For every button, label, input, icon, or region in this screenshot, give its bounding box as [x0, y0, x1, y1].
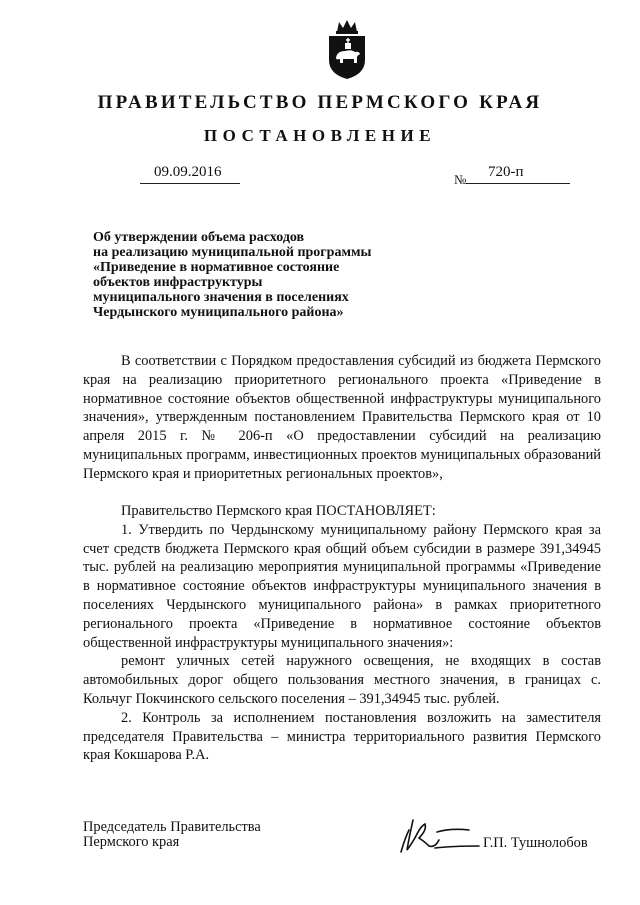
subject-line: «Приведение в нормативное состояние [93, 260, 340, 275]
signatory-name: Г.П. Тушнолобов [483, 835, 588, 851]
date-underline [140, 183, 240, 184]
item-1-detail-paragraph: ремонт уличных сетей наружного освещения, не входящих в состав автомобильных дорог общего пользования местного значения, в границах с. Кольчуг Покчинского сельского поселения – 391,34945 тыс. рублей. [83, 653, 601, 707]
signatory-title-line: Председатель Правительства [83, 819, 261, 835]
resolves-paragraph: Правительство Пермского края ПОСТАНОВЛЯЕТ: [121, 503, 436, 519]
item-2-paragraph: 2. Контроль за исполнением постановления возложить на заместителя председателя Правительства – министра территориального развития Пермского края Кокшарова Р.А. [83, 709, 601, 764]
signatory-title [83, 820, 261, 850]
document-type: ПОСТАНОВЛЕНИЕ [203, 126, 437, 145]
resolution-body [83, 502, 601, 765]
subject-line: на реализацию муниципальной программы [93, 245, 372, 260]
subject-line: объектов инфраструктуры [93, 275, 263, 290]
document-number: 720-п [488, 164, 524, 180]
signatory-title-line: Пермского края [83, 834, 180, 850]
handwritten-signature [395, 812, 485, 860]
government-title: ПРАВИТЕЛЬСТВО ПЕРМСКОГО КРАЯ [97, 92, 543, 113]
subject-line: Чердынского муниципального района» [93, 305, 344, 320]
preamble-paragraph: В соответствии с Порядком предоставления субсидий из бюджета Пермского края на реализацию приоритетного регионального проекта «Приведение в нормативное состояние объектов общественной инфраструктуры муниципального значения», утвержденным постановлением Правительства Пермского края от 10 апреля 2015 г. № 206-п «О предоставлении субсидий на реализацию муниципальных программ, инвестиционных проектов муниципальных образований Пермского края и приоритетных региональных проектов», [83, 353, 601, 482]
subject-line: муниципального значения в поселениях [93, 290, 349, 305]
document-subject [93, 230, 423, 320]
item-1-paragraph: 1. Утвердить по Чердынскому муниципальному району Пермского края за счет средств бюджета Пермского края общий объем субсидии в размере 391,34945 тыс. рублей на реализацию мероприятия муниципальной программы «Приведение в нормативное состояние объектов инфраструктуры муниципального значения в поселениях Чердынского муниципального района» в рамках приоритетного регионального проекта «Приведение в нормативное состояние объектов общественной инфраструктуры муниципального значения»: [83, 521, 601, 651]
number-underline [466, 183, 570, 184]
coat-of-arms-icon [323, 18, 371, 80]
document-date: 09.09.2016 [154, 164, 222, 180]
subject-line: Об утверждении объема расходов [93, 230, 305, 245]
number-sign: № [454, 172, 467, 187]
